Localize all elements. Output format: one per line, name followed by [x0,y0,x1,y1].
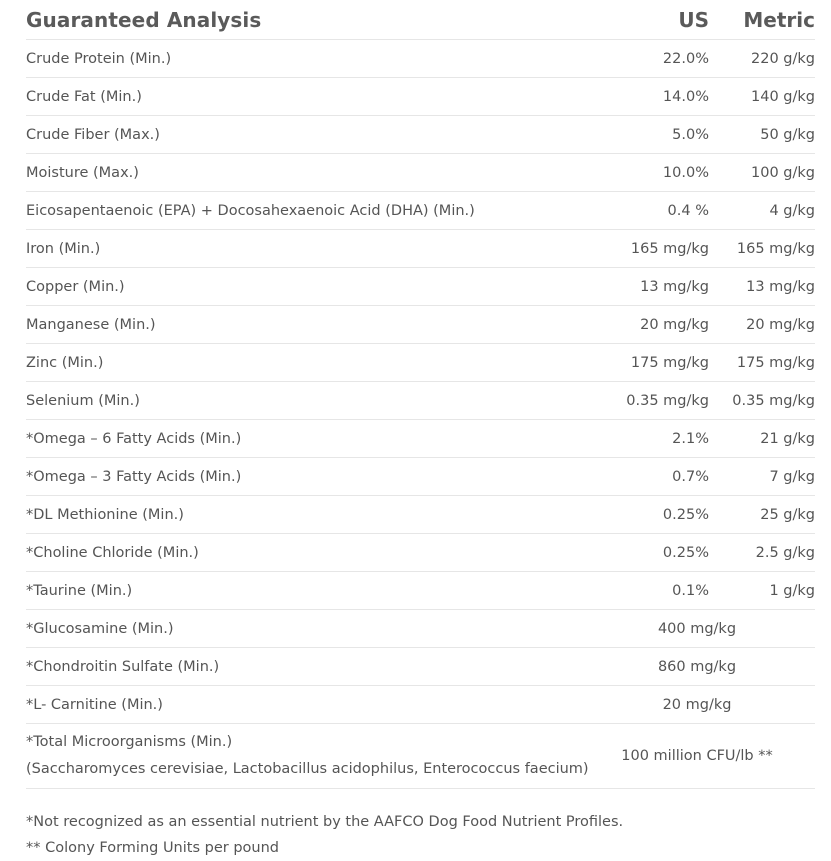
us-value: 22.0% [662,50,709,67]
metric-value: 4 g/kg [769,202,815,219]
us-value: 14.0% [662,88,709,105]
footnote-cfu: ** Colony Forming Units per pound [26,840,279,856]
us-value: 0.4 % [667,202,709,219]
nutrient-name: Crude Fiber (Max.) [26,126,160,143]
nutrient-name: Iron (Min.) [26,240,101,257]
table-row [26,458,815,496]
us-value: 0.25% [662,506,709,523]
metric-value: 2.5 g/kg [755,544,815,561]
us-value: 0.1% [672,582,709,599]
nutrient-name: *Total Microorganisms (Min.) [26,734,233,750]
table-title: Guaranteed Analysis [26,7,262,32]
us-value: 13 mg/kg [640,278,709,295]
us-value: 165 mg/kg [630,240,709,257]
metric-value: 0.35 mg/kg [732,392,815,409]
column-header-us: US [678,7,709,32]
metric-value: 50 g/kg [760,126,815,143]
table-row [26,534,815,572]
footnote-essential-nutrient: *Not recognized as an essential nutrient by the AAFCO Dog Food Nutrient Profiles. [26,814,624,830]
us-value: 0.35 mg/kg [626,392,709,409]
metric-value: 13 mg/kg [746,278,815,295]
table-header [26,0,815,40]
metric-value: 20 mg/kg [746,316,815,333]
nutrient-name: *Chondroitin Sulfate (Min.) [26,658,220,675]
table-row [26,610,815,648]
table-row-microorganisms [26,724,815,789]
nutrient-name: Copper (Min.) [26,278,125,295]
nutrient-name: *DL Methionine (Min.) [26,506,184,523]
column-header-metric: Metric [743,7,815,32]
table-row [26,116,815,154]
nutrient-name: *Taurine (Min.) [26,582,133,599]
table-body [26,40,815,724]
metric-value: 21 g/kg [760,430,815,447]
table-row [26,230,815,268]
guaranteed-analysis-table [26,0,815,861]
metric-value: 140 g/kg [751,88,815,105]
nutrient-name: *Omega – 6 Fatty Acids (Min.) [26,430,242,447]
nutrient-name: *Choline Chloride (Min.) [26,544,199,561]
us-value: 175 mg/kg [630,354,709,371]
nutrient-name: Manganese (Min.) [26,316,156,333]
nutrient-name: Moisture (Max.) [26,164,139,181]
table-row [26,648,815,686]
metric-value: 175 mg/kg [736,354,815,371]
table-row [26,686,815,724]
table-row [26,192,815,230]
nutrient-detail: (Saccharomyces cerevisiae, Lactobacillus acidophilus, Enterococcus faecium) [26,761,589,777]
us-value: 5.0% [672,126,709,143]
table-row [26,420,815,458]
table-row [26,572,815,610]
us-value: 0.7% [672,468,709,485]
table-row [26,496,815,534]
nutrient-name: *Omega – 3 Fatty Acids (Min.) [26,468,242,485]
table-row [26,154,815,192]
nutrient-value: 100 million CFU/lb ** [621,748,773,764]
table-row [26,268,815,306]
metric-value: 1 g/kg [769,582,815,599]
nutrient-name: Eicosapentaenoic (EPA) + Docosahexaenoic Acid (DHA) (Min.) [26,202,475,219]
nutrient-name: *L- Carnitine (Min.) [26,696,163,713]
table-row [26,40,815,78]
table-row [26,306,815,344]
nutrient-value: 860 mg/kg [657,658,737,675]
metric-value: 7 g/kg [769,468,815,485]
metric-value: 220 g/kg [751,50,815,67]
table-row [26,344,815,382]
nutrient-value: 20 mg/kg [662,696,732,713]
nutrient-name: Selenium (Min.) [26,392,140,409]
footnotes [26,809,815,861]
nutrient-name: Zinc (Min.) [26,354,104,371]
nutrient-value: 400 mg/kg [657,620,737,637]
nutrient-name: Crude Fat (Min.) [26,88,142,105]
us-value: 2.1% [672,430,709,447]
metric-value: 100 g/kg [751,164,815,181]
table-row [26,78,815,116]
us-value: 0.25% [662,544,709,561]
us-value: 10.0% [662,164,709,181]
table-row [26,382,815,420]
nutrient-name: *Glucosamine (Min.) [26,620,174,637]
us-value: 20 mg/kg [640,316,709,333]
metric-value: 25 g/kg [760,506,815,523]
nutrient-name: Crude Protein (Min.) [26,50,172,67]
metric-value: 165 mg/kg [736,240,815,257]
